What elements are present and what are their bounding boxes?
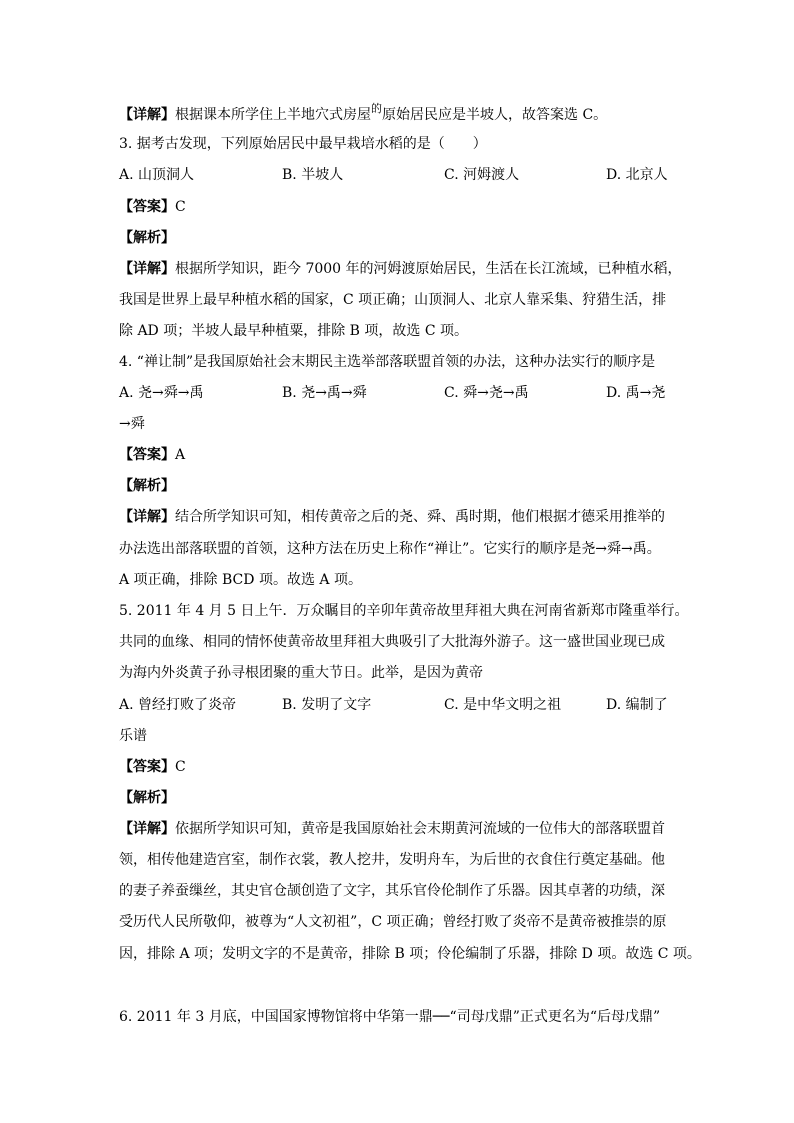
- option-c: C. 是中华文明之祖: [444, 697, 562, 713]
- detail-line: 除 AD 项；半坡人最早种植粟，排除 B 项，故选 C 项。: [119, 323, 469, 339]
- detail-line: A 项正确，排除 BCD 项。故选 A 项。: [119, 572, 362, 588]
- option-d-wrap: →舜: [119, 416, 145, 432]
- detail-line: 【详解】根据所学知识，距今 7000 年的河姆渡原始居民，生活在长江流域，已种植水稻，: [119, 261, 682, 277]
- option-c: C. 河姆渡人: [444, 167, 520, 183]
- detail-line: 受历代人民所敬仰，被尊为“人文初祖”，C 项正确；曾经打败了炎帝不是黄帝被推崇的原: [119, 914, 667, 930]
- detail-line: 领，相传他建造宫室，制作衣裳，教人挖井，发明舟车，为后世的衣食住行奠定基础。他: [119, 852, 665, 868]
- detail-line: 【详解】结合所学知识可知，相传黄帝之后的尧、舜、禹时期，他们根据才德采用推举的: [119, 509, 665, 525]
- question-5-stem: 5. 2011 年 4 月 5 日上午．万众瞩目的辛卯年黄帝故里拜祖大典在河南省新郑市隆重举行。: [119, 603, 689, 619]
- option-d: D. 编制了: [606, 697, 668, 713]
- option-a: A. 曾经打败了炎帝: [119, 697, 237, 713]
- question-3-stem: 3. 据考古发现，下列原始居民中最早栽培水稻的是（ ）: [119, 136, 487, 152]
- option-c: C. 舜→尧→禹: [444, 385, 529, 401]
- question-5-stem: 共同的血缘、相同的情怀使黄帝故里拜祖大典吸引了大批海外游子。这一盛世国业现已成: [119, 634, 665, 650]
- superscript-char: 的: [371, 102, 382, 115]
- option-a: A. 山顶洞人: [119, 167, 195, 183]
- analysis-label: 【解析】: [119, 230, 175, 246]
- answer-line: 【答案】A: [119, 447, 186, 463]
- answer-line: 【答案】C: [119, 759, 186, 775]
- option-b: B. 半坡人: [282, 167, 344, 183]
- detail-line: 办法选出部落联盟的首领，这种方法在历史上称作“禅让”。它实行的顺序是尧→舜→禹。: [119, 541, 661, 557]
- detail-line: 【详解】根据课本所学住上半地穴式房屋$^的$原始居民应是半坡人，故答案选 C。: [119, 102, 608, 123]
- question-4-stem: 4. “禅让制”是我国原始社会末期民主选举部落联盟首领的办法，这种办法实行的顺序是: [119, 354, 656, 370]
- option-d: D. 禹→尧: [606, 385, 666, 401]
- detail-line: 的妻子养蚕缫丝，其史官仓颉创造了文字，其乐官伶伦制作了乐器。因其卓著的功绩，深: [119, 883, 665, 899]
- detail-tag: 【详解】: [119, 107, 175, 123]
- option-d: D. 北京人: [606, 167, 668, 183]
- option-a: A. 尧→舜→禹: [119, 385, 204, 401]
- answer-line: 【答案】C: [119, 199, 186, 215]
- detail-line: 因，排除 A 项；发明文字的不是黄帝，排除 B 项；伶伦编制了乐器，排除 D 项。故选 C 项。: [119, 946, 701, 962]
- option-b: B. 发明了文字: [282, 697, 372, 713]
- question-6-stem: 6. 2011 年 3 月底，中国国家博物馆将中华第一鼎──“司母戊鼎”正式更名为“后母戊鼎”: [119, 1009, 661, 1025]
- analysis-label: 【解析】: [119, 790, 175, 806]
- detail-line: 我国是世界上最早种植水稻的国家，C 项正确；山顶洞人、北京人靠采集、狩猎生活，排: [119, 292, 667, 308]
- question-5-stem: 为海内外炎黄子孙寻根团聚的重大节日。此举，是因为黄帝: [119, 665, 483, 681]
- detail-line: 【详解】依据所学知识可知，黄帝是我国原始社会末期黄河流域的一位伟大的部落联盟首: [119, 821, 665, 837]
- analysis-label: 【解析】: [119, 478, 175, 494]
- option-b: B. 尧→禹→舜: [282, 385, 367, 401]
- option-d-wrap: 乐谱: [119, 728, 147, 744]
